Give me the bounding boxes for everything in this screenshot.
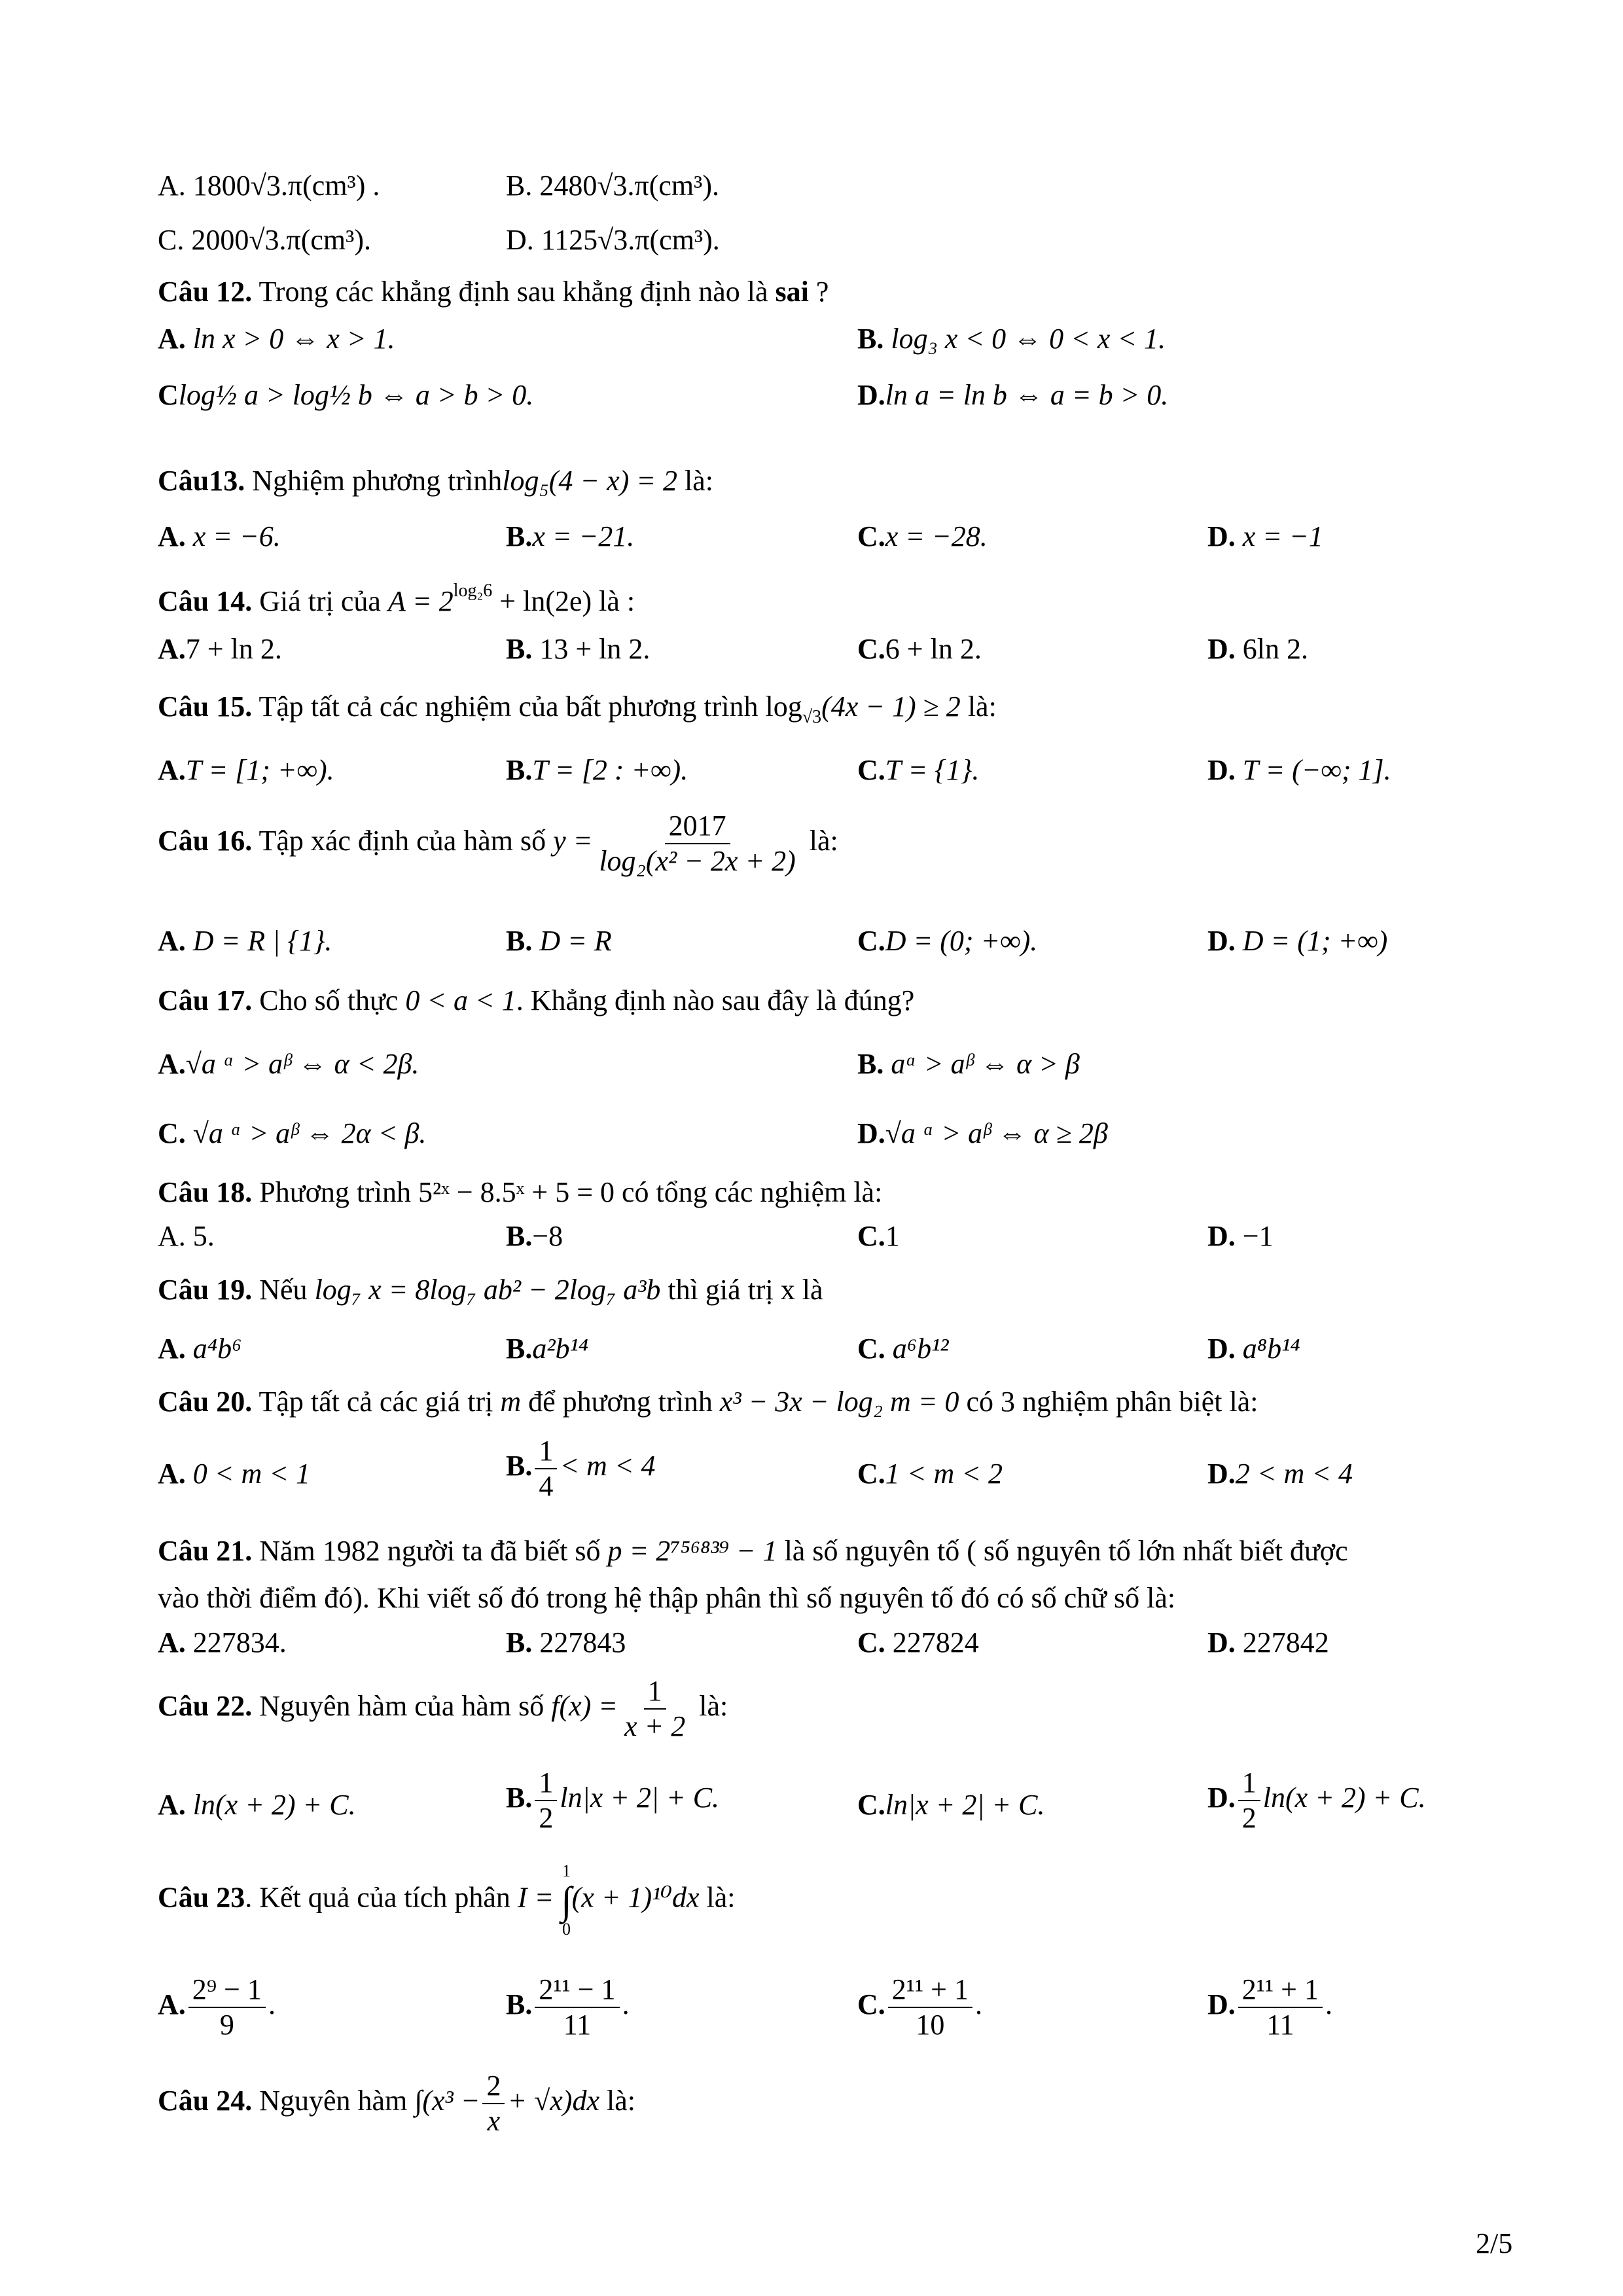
question-text: . Kết quả của tích phân bbox=[245, 1881, 518, 1914]
question-end: là: bbox=[599, 2085, 635, 2117]
q13-option-b bbox=[506, 522, 634, 551]
question-label: Câu 15. bbox=[158, 691, 253, 723]
q20-option-b bbox=[506, 1437, 656, 1501]
option-value: ln x > 0 ⇔ x > 1. bbox=[192, 323, 395, 355]
fraction bbox=[1238, 1975, 1323, 2039]
question-label: Câu 16. bbox=[158, 825, 253, 857]
option-label: B. bbox=[506, 170, 533, 202]
option-value: T = {1}. bbox=[885, 754, 980, 786]
numerator: 1 bbox=[644, 1677, 666, 1710]
q11-option-d bbox=[506, 226, 720, 255]
q23-option-a: A. $\frac{\text{2⁹ − 1}}{9}$ . bbox=[158, 1973, 276, 2041]
q23-option-d: D. $\frac{\text{2¹¹ + 1}}{11}$ . bbox=[1207, 1973, 1332, 2041]
numerator: 2⁹ − 1 bbox=[188, 1975, 266, 2008]
question-math: m bbox=[500, 1386, 522, 1418]
q23-option-b: B. $\frac{\text{2¹¹ − 1}}{11}$ . bbox=[506, 1973, 630, 2041]
option-label: B. bbox=[506, 1450, 533, 1482]
option-label: A. bbox=[158, 323, 186, 355]
question-end: là: bbox=[960, 691, 997, 723]
option-value: 1 < m < 2 bbox=[885, 1458, 1003, 1490]
q16-option-d bbox=[1207, 927, 1387, 956]
q20-option-d bbox=[1207, 1460, 1353, 1488]
question-math: + √x)dx bbox=[507, 2085, 599, 2117]
page-number: 2/5 bbox=[1476, 2227, 1513, 2259]
question-math: log₅(4 − x) = 2 bbox=[502, 465, 677, 497]
option-label: A. bbox=[158, 1048, 186, 1080]
fraction bbox=[535, 1975, 619, 2039]
q21-option-b bbox=[506, 1628, 626, 1657]
exponent: log₂6 bbox=[453, 581, 493, 601]
question-end: thì giá trị x là bbox=[660, 1274, 823, 1306]
question-text: Giá trị của bbox=[259, 585, 388, 617]
question-emphasis: sai bbox=[775, 276, 809, 308]
question-end: có 3 nghiệm phân biệt là: bbox=[959, 1386, 1258, 1418]
option-label: D. bbox=[1207, 520, 1236, 552]
question-text: để phương trình bbox=[521, 1386, 720, 1418]
q12-option-d bbox=[857, 381, 1168, 410]
option-value: √a ᵅ > aᵝ ⇔ α ≥ 2β bbox=[885, 1117, 1108, 1149]
option-value: x = −21. bbox=[532, 520, 635, 552]
option-label: C. bbox=[857, 1458, 885, 1490]
denominator: 10 bbox=[916, 2009, 945, 2041]
denominator: 11 bbox=[563, 2009, 592, 2041]
option-value: 7 + ln 2. bbox=[185, 633, 282, 665]
fraction bbox=[1238, 1768, 1260, 1833]
question-label: Câu 14. bbox=[158, 585, 253, 617]
option-label: A. bbox=[158, 1333, 186, 1365]
q22-stem bbox=[158, 1677, 728, 1741]
option-label: B. bbox=[506, 754, 533, 786]
option-value: 2 < m < 4 bbox=[1235, 1458, 1353, 1490]
integrand: (x + 1)¹⁰dx bbox=[571, 1881, 700, 1914]
q23-stem bbox=[158, 1862, 736, 1939]
option-value: 227843 bbox=[539, 1626, 626, 1659]
question-end: là : bbox=[592, 585, 635, 617]
q12-option-a bbox=[158, 325, 395, 353]
question-text: Nếu bbox=[259, 1274, 315, 1306]
q14-option-d bbox=[1207, 635, 1308, 664]
denominator: log₂(x² − 2x + 2) bbox=[599, 845, 796, 877]
option-label: C. bbox=[857, 1220, 885, 1252]
option-value: ln(x + 2) + C. bbox=[192, 1789, 356, 1821]
q13-stem bbox=[158, 467, 713, 495]
option-label: B. bbox=[506, 1988, 533, 2021]
option-value: 13 + ln 2. bbox=[539, 633, 651, 665]
q14-option-b bbox=[506, 635, 650, 664]
numerator: 2 bbox=[482, 2072, 505, 2104]
denominator: 2 bbox=[539, 1802, 554, 1834]
q20-option-c bbox=[857, 1460, 1003, 1488]
question-end: là: bbox=[802, 825, 838, 857]
option-value: 227842 bbox=[1242, 1626, 1329, 1659]
option-value: 1 bbox=[885, 1220, 900, 1252]
option-value: 2000√3.π(cm³). bbox=[191, 224, 371, 256]
question-math: + ln(2e) bbox=[492, 585, 592, 617]
q12-option-b bbox=[857, 325, 1166, 353]
option-label: A. bbox=[158, 1458, 186, 1490]
question-end: là: bbox=[692, 1690, 728, 1723]
option-label: C. bbox=[158, 224, 185, 256]
q16-option-c bbox=[857, 927, 1037, 956]
option-label: C. bbox=[158, 1117, 186, 1149]
option-label: D. bbox=[857, 1117, 885, 1149]
integral-sign bbox=[561, 1862, 571, 1939]
q11-option-b bbox=[506, 171, 719, 200]
q22-option-b bbox=[506, 1768, 719, 1833]
question-text: Nguyên hàm bbox=[259, 2085, 415, 2117]
question-end: có tổng các nghiệm là: bbox=[615, 1176, 883, 1208]
question-math: f(x) = bbox=[551, 1690, 618, 1723]
q21-option-d bbox=[1207, 1628, 1329, 1657]
option-label: A. bbox=[158, 1220, 186, 1252]
denominator: x bbox=[487, 2105, 501, 2137]
q15-option-c bbox=[857, 756, 979, 785]
q14-option-a bbox=[158, 635, 282, 664]
question-math: A = 2 bbox=[387, 585, 454, 617]
q20-option-a bbox=[158, 1460, 310, 1488]
option-label: A. bbox=[158, 1988, 186, 2021]
option-label: A. bbox=[158, 1626, 186, 1659]
q11-option-c bbox=[158, 226, 371, 255]
option-value: T = [1; +∞). bbox=[185, 754, 334, 786]
question-math: y = bbox=[553, 825, 593, 857]
question-math: p = 2⁷⁵⁶⁸³⁹ − 1 bbox=[607, 1535, 777, 1567]
option-label: B. bbox=[506, 1782, 533, 1814]
q12-option-c bbox=[158, 381, 533, 410]
question-math: 5²ˣ − 8.5ˣ + 5 = 0 bbox=[418, 1176, 615, 1208]
option-label: D. bbox=[1207, 1458, 1236, 1490]
q17-stem bbox=[158, 986, 914, 1015]
option-label: B. bbox=[506, 1333, 533, 1365]
q24-stem bbox=[158, 2072, 635, 2136]
option-label: A. bbox=[158, 633, 186, 665]
question-label: Câu 21. bbox=[158, 1535, 253, 1567]
q18-option-d bbox=[1207, 1222, 1274, 1251]
question-math: log₇ x = 8log₇ ab² − 2log₇ a³b bbox=[314, 1274, 661, 1306]
numerator: 2017 bbox=[665, 812, 730, 844]
option-value: x = −6. bbox=[192, 520, 281, 552]
option-value: 227834. bbox=[192, 1626, 287, 1659]
option-value: D = (0; +∞). bbox=[885, 925, 1038, 957]
option-value: a⁸b¹⁴ bbox=[1242, 1333, 1300, 1365]
q21-stem-line2: vào thời điểm đó). Khi viết số đó trong hệ thập phân thì số nguyên tố đó có số chữ số là: bbox=[158, 1582, 1176, 1614]
numerator: 1 bbox=[535, 1768, 557, 1801]
question-text: Nguyên hàm của hàm số bbox=[259, 1690, 552, 1723]
question-math: ∫(x³ − bbox=[414, 2085, 480, 2117]
fraction bbox=[888, 1975, 972, 2039]
question-text: Tập tất cả các nghiệm của bất phương trình bbox=[259, 691, 766, 723]
option-label: B. bbox=[506, 520, 533, 552]
q21-option-a bbox=[158, 1628, 287, 1657]
q20-stem bbox=[158, 1388, 1258, 1416]
option-label: A. bbox=[158, 170, 186, 202]
option-value: 1800√3.π(cm³) . bbox=[192, 170, 380, 202]
option-label: A. bbox=[158, 925, 186, 957]
denominator: x + 2 bbox=[624, 1710, 686, 1742]
question-math: (4x − 1) ≥ 2 bbox=[821, 691, 961, 723]
option-label: D. bbox=[1207, 1988, 1236, 2021]
q13-option-a bbox=[158, 522, 281, 551]
q16-option-a bbox=[158, 927, 332, 956]
question-text: Năm 1982 người ta đã biết số bbox=[259, 1535, 608, 1567]
option-label: C. bbox=[857, 1789, 885, 1821]
q18-stem bbox=[158, 1178, 882, 1207]
option-value: −1 bbox=[1242, 1220, 1274, 1252]
q15-option-a bbox=[158, 756, 334, 785]
question-label: Câu 22. bbox=[158, 1690, 253, 1723]
option-label: C. bbox=[857, 925, 885, 957]
option-label: D. bbox=[1207, 1333, 1236, 1365]
question-math: 0 < a < 1 bbox=[405, 984, 516, 1016]
q18-option-a bbox=[158, 1222, 215, 1251]
question-label: Câu 23 bbox=[158, 1881, 245, 1914]
question-end: ? bbox=[808, 276, 829, 308]
fraction bbox=[535, 1437, 557, 1501]
q22-option-d bbox=[1207, 1768, 1426, 1833]
option-value: 6ln 2. bbox=[1242, 633, 1309, 665]
numerator: 1 bbox=[1238, 1768, 1260, 1801]
log-base: √3 bbox=[802, 707, 822, 727]
question-text: Tập xác định của hàm số bbox=[259, 825, 554, 857]
q12-stem bbox=[158, 278, 829, 306]
numerator: 2¹¹ + 1 bbox=[1238, 1975, 1323, 2008]
q11-option-a bbox=[158, 171, 380, 200]
question-end: là số nguyên tố ( số nguyên tố lớn nhất biết được bbox=[777, 1535, 1348, 1567]
q22-option-c bbox=[857, 1791, 1044, 1820]
option-label: B. bbox=[506, 1220, 533, 1252]
question-text: Trong các khẳng định sau khẳng định nào là bbox=[259, 276, 776, 308]
q19-stem bbox=[158, 1276, 823, 1304]
option-value: x = −28. bbox=[885, 520, 988, 552]
option-value: ln|x + 2| + C. bbox=[560, 1782, 720, 1814]
q17-option-b bbox=[857, 1050, 1080, 1079]
option-label: B. bbox=[506, 1626, 533, 1659]
option-label: B. bbox=[857, 1048, 884, 1080]
option-label: B. bbox=[857, 323, 884, 355]
question-label: Câu 20. bbox=[158, 1386, 253, 1418]
option-value: 6 + ln 2. bbox=[885, 633, 982, 665]
option-value: √a ᵅ > aᵝ ⇔ α < 2β. bbox=[185, 1048, 419, 1080]
fraction bbox=[188, 1975, 266, 2039]
integral-symbol: ∫ bbox=[561, 1878, 572, 1922]
q22-option-a bbox=[158, 1791, 356, 1820]
option-label: C. bbox=[857, 754, 885, 786]
fraction bbox=[482, 2072, 505, 2136]
option-label: D. bbox=[1207, 1220, 1236, 1252]
q17-option-a bbox=[158, 1050, 419, 1079]
option-value: D = (1; +∞) bbox=[1242, 925, 1388, 957]
fraction bbox=[620, 1677, 689, 1741]
question-math: log bbox=[765, 691, 802, 723]
option-label: D. bbox=[1207, 1626, 1236, 1659]
question-label: Câu13. bbox=[158, 465, 245, 497]
question-text: Tập tất cả các giá trị bbox=[259, 1386, 501, 1418]
option-label: C. bbox=[857, 1333, 885, 1365]
q13-option-d bbox=[1207, 522, 1323, 551]
question-label: Câu 18. bbox=[158, 1176, 253, 1208]
q14-stem bbox=[158, 582, 635, 616]
question-text: Cho số thực bbox=[259, 984, 406, 1016]
option-value: ln|x + 2| + C. bbox=[885, 1789, 1045, 1821]
question-label: Câu 12. bbox=[158, 276, 253, 308]
option-label: B. bbox=[506, 925, 533, 957]
option-value: 227824 bbox=[892, 1626, 979, 1659]
option-value: log₃ x < 0 ⇔ 0 < x < 1. bbox=[891, 323, 1166, 355]
option-value: 1125√3.π(cm³). bbox=[541, 224, 720, 256]
q21-stem bbox=[158, 1537, 1348, 1566]
question-end: . Khẳng định nào sau đây là đúng? bbox=[516, 984, 915, 1016]
option-value: −8 bbox=[532, 1220, 563, 1252]
fraction bbox=[535, 1768, 557, 1833]
numerator: 1 bbox=[535, 1437, 557, 1469]
numerator: 2¹¹ + 1 bbox=[888, 1975, 972, 2008]
option-value: 5. bbox=[192, 1220, 215, 1252]
option-label: C. bbox=[857, 520, 885, 552]
q17-option-d bbox=[857, 1119, 1108, 1148]
question-label: Câu 17. bbox=[158, 984, 253, 1016]
q21-option-c bbox=[857, 1628, 979, 1657]
q15-option-d bbox=[1207, 756, 1391, 785]
option-value: ln a = ln b ⇔ a = b > 0. bbox=[885, 379, 1169, 411]
question-label: Câu 19. bbox=[158, 1274, 253, 1306]
q13-option-c bbox=[857, 522, 988, 551]
option-value: ln(x + 2) + C. bbox=[1262, 1782, 1426, 1814]
option-label: D. bbox=[506, 224, 534, 256]
numerator: 2¹¹ − 1 bbox=[535, 1975, 619, 2008]
option-label: C. bbox=[857, 633, 885, 665]
question-math: I = bbox=[517, 1881, 554, 1914]
question-end: là: bbox=[677, 465, 713, 497]
option-label: D. bbox=[1207, 754, 1236, 786]
denominator: 9 bbox=[219, 2009, 234, 2041]
option-value: aᵅ > aᵝ ⇔ α > β bbox=[891, 1048, 1080, 1080]
q18-option-b bbox=[506, 1222, 563, 1251]
q16-option-b bbox=[506, 927, 612, 956]
option-label: D. bbox=[1207, 925, 1236, 957]
denominator: 2 bbox=[1241, 1802, 1257, 1834]
option-label: D. bbox=[857, 379, 885, 411]
option-label: D. bbox=[1207, 1782, 1236, 1814]
option-value: √a ᵅ > aᵝ ⇔ 2α < β. bbox=[192, 1117, 427, 1149]
q17-option-c bbox=[158, 1119, 426, 1148]
option-label: C. bbox=[857, 1626, 885, 1659]
q19-option-c bbox=[857, 1335, 948, 1363]
question-math: x³ − 3x − log₂ m = 0 bbox=[719, 1386, 959, 1418]
option-value: 2480√3.π(cm³). bbox=[539, 170, 719, 202]
option-value: T = [2 : +∞). bbox=[532, 754, 688, 786]
q14-option-c bbox=[857, 635, 982, 664]
question-text: Nghiệm phương trình bbox=[252, 465, 503, 497]
option-label: B. bbox=[506, 633, 533, 665]
question-text: Phương trình bbox=[259, 1176, 418, 1208]
option-value: < m < 4 bbox=[560, 1450, 656, 1482]
option-value: D = R bbox=[539, 925, 612, 957]
option-value: log½ a > log½ b ⇔ a > b > 0. bbox=[178, 379, 534, 411]
option-value: a²b¹⁴ bbox=[532, 1333, 589, 1365]
option-value: x = −1 bbox=[1242, 520, 1323, 552]
option-value: 0 < m < 1 bbox=[192, 1458, 310, 1490]
option-label: C. bbox=[857, 1988, 885, 2021]
option-value: D = R | {1}. bbox=[192, 925, 332, 957]
option-value: a⁶b¹² bbox=[892, 1333, 949, 1365]
denominator: 11 bbox=[1266, 2009, 1294, 2041]
denominator: 4 bbox=[539, 1470, 554, 1502]
q19-option-a bbox=[158, 1335, 241, 1363]
option-label: A. bbox=[158, 1789, 186, 1821]
option-label: A. bbox=[158, 754, 186, 786]
question-end: là: bbox=[699, 1881, 736, 1914]
option-label: C bbox=[158, 379, 179, 411]
option-label: A. bbox=[158, 520, 186, 552]
option-label: D. bbox=[1207, 633, 1236, 665]
upper-limit: 1 bbox=[562, 1861, 571, 1880]
q15-stem bbox=[158, 692, 997, 726]
option-value: T = (−∞; 1]. bbox=[1242, 754, 1391, 786]
q16-stem bbox=[158, 812, 838, 876]
q23-option-c: C. $\frac{\text{2¹¹ + 1}}{10}$ . bbox=[857, 1973, 982, 2041]
q18-option-c bbox=[857, 1222, 900, 1251]
lower-limit: 0 bbox=[562, 1919, 571, 1939]
fraction bbox=[595, 812, 799, 876]
question-label: Câu 24. bbox=[158, 2085, 253, 2117]
q19-option-b bbox=[506, 1335, 588, 1363]
option-value: a⁴b⁶ bbox=[192, 1333, 242, 1365]
q15-option-b bbox=[506, 756, 688, 785]
q19-option-d bbox=[1207, 1335, 1300, 1363]
